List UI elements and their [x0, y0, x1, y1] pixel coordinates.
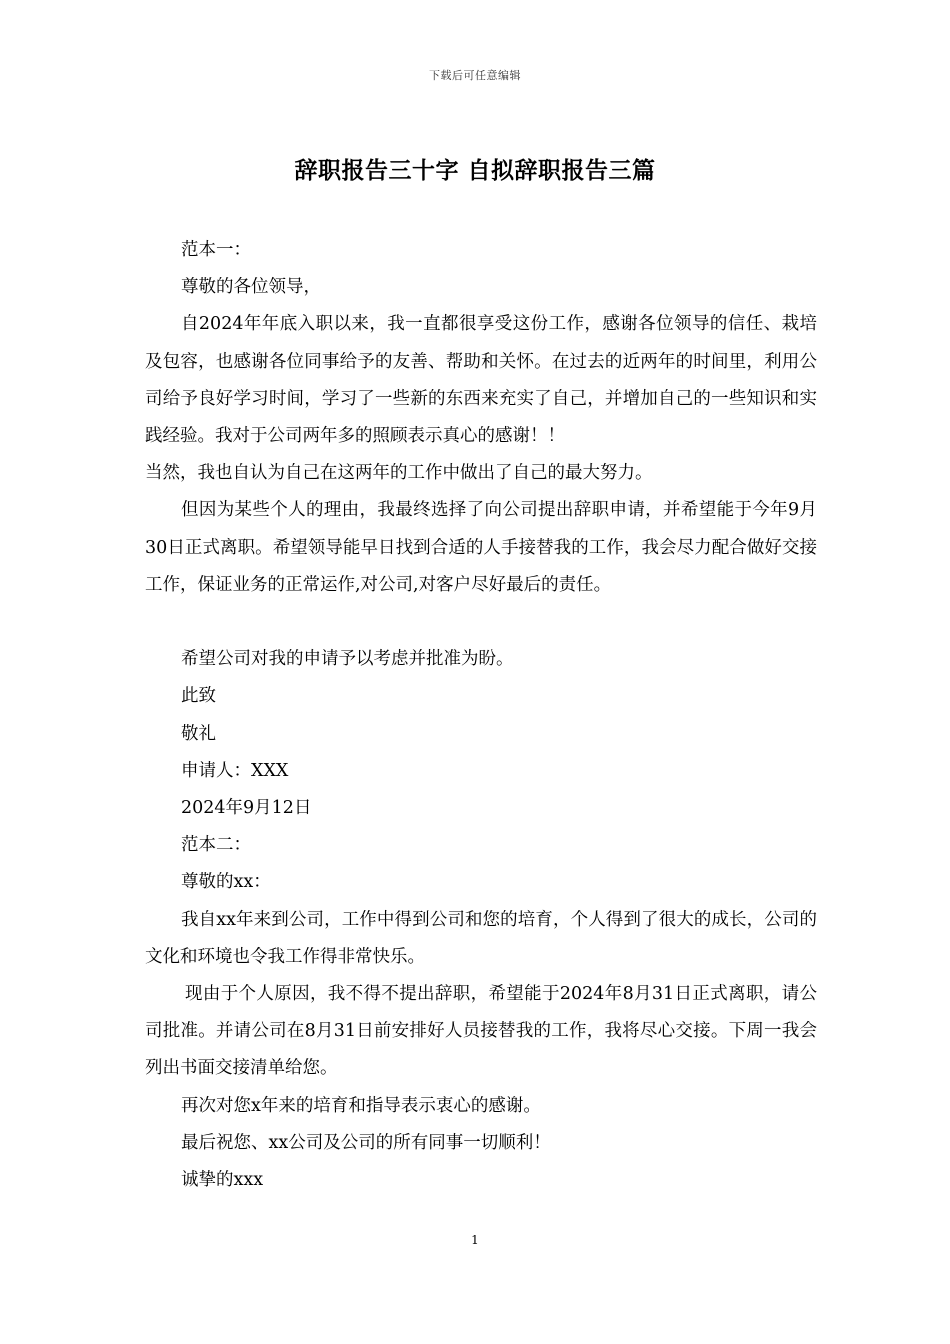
paragraph-personal-reason: 现由于个人原因，我不得不提出辞职，希望能于2024年8月31日正式离职，请公司批准。并请公司在8月31日前安排好人员接替我的工作，我将尽心交接。下周一我会列出书面交接清单给您。: [145, 984, 817, 1079]
closing-cizhi: 此致: [181, 686, 216, 707]
document-body: [145, 232, 817, 1199]
header-note: 下载后可任意编辑: [429, 69, 521, 82]
paragraph-resignation-reason: 但因为某些个人的理由，我最终选择了向公司提出辞职申请，并希望能于今年9月30日正式离职。希望领导能早日找到合适的人手接替我的工作，我会尽力配合做好交接工作，保证业务的正常运作,对公司,对客户尽好最后的责任。: [145, 500, 817, 595]
sample-two-heading: 范本二：: [181, 835, 251, 856]
date-line: 2024年9月12日: [181, 798, 312, 819]
paragraph-growth: 我自xx年来到公司，工作中得到公司和您的培育，个人得到了很大的成长，公司的文化和环境也令我工作得非常快乐。: [145, 909, 817, 967]
salutation-one: 尊敬的各位领导，: [181, 277, 321, 298]
closing-jingli: 敬礼: [181, 723, 216, 744]
document-title: 辞职报告三十字 自拟辞职报告三篇: [294, 157, 656, 184]
paragraph-wishes: 最后祝您、xx公司及公司的所有同事一切顺利！: [181, 1132, 551, 1153]
salutation-two: 尊敬的xx：: [181, 872, 271, 893]
blank-line: [145, 604, 817, 641]
sample-one-heading: 范本一：: [181, 240, 251, 260]
paragraph-thanks: 再次对您x年来的培育和指导表示衷心的感谢。: [181, 1095, 541, 1116]
signature-line: 诚挚的xxx: [181, 1170, 264, 1191]
applicant-line: 申请人：XXX: [181, 760, 289, 781]
paragraph-request: 希望公司对我的申请予以考虑并批准为盼。: [181, 649, 514, 670]
page-number: 1: [471, 1233, 479, 1247]
paragraph-intro: 自2024年年底入职以来，我一直都很享受这份工作，感谢各位领导的信任、栽培及包容，也感谢各位同事给予的友善、帮助和关怀。在过去的近两年的时间里，利用公司给予良好学习时间，学习了一些新的东西来充实了自己，并增加自己的一些知识和实践经验。我对于公司两年多的照顾表示真心的感谢！！: [145, 314, 817, 447]
paragraph-effort: 当然，我也自认为自己在这两年的工作中做出了自己的最大努力。: [145, 463, 653, 484]
